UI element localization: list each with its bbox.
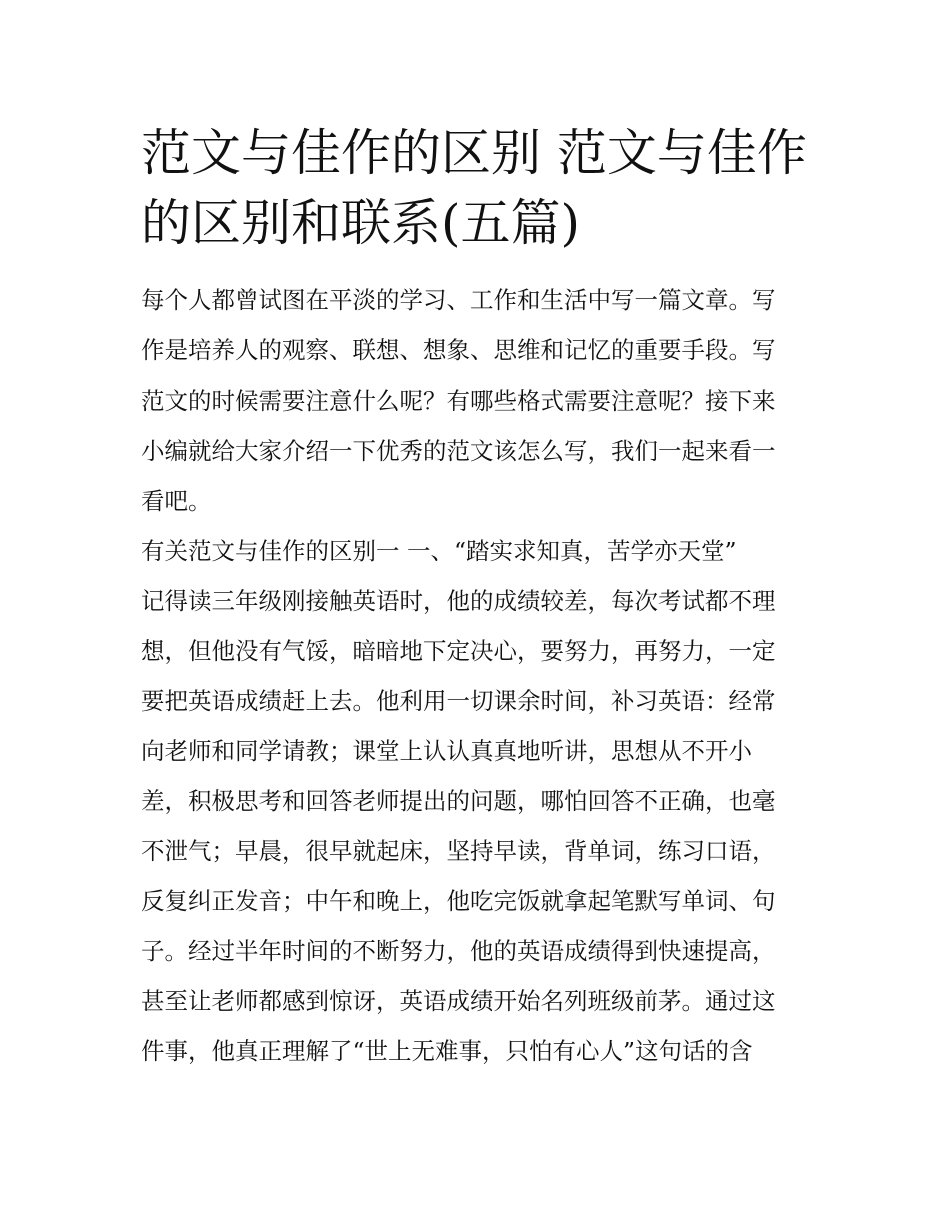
body-line: 记得读三年级刚接触英语时，他的成绩较差，每次考试都不理 [141,587,776,615]
body-line: 范文的时候需要注意什么呢？有哪些格式需要注意呢？接下来 [141,387,776,415]
body-line: 差，积极思考和回答老师提出的问题，哪怕回答不正确，也毫 [141,787,776,815]
body-line: 看吧。 [141,487,212,515]
body-line: 反复纠正发音；中午和晚上，他吃完饭就拿起笔默写单词、句 [141,887,776,915]
body-line: 件事，他真正理解了“世上无难事，只怕有心人”这句话的含 [141,1037,753,1065]
section-heading: 有关范文与佳作的区别一 一、“踏实求知真，苦学亦天堂” [141,537,737,565]
body-line: 不泄气；早晨，很早就起床，坚持早读，背单词，练习口语， [141,837,776,865]
body-line: 每个人都曾试图在平淡的学习、工作和生活中写一篇文章。写 [141,286,776,314]
document-title [141,118,813,258]
body-line: 甚至让老师都感到惊讶，英语成绩开始名列班级前茅。通过这 [141,987,776,1015]
title-line-1: 范文与佳作的区别 范文与佳作 [141,124,807,182]
body-line: 向老师和同学请教；课堂上认认真真地听讲，思想从不开小 [141,737,752,765]
body-line: 要把英语成绩赶上去。他利用一切课余时间，补习英语：经常 [141,687,776,715]
body-line: 子。经过半年时间的不断努力，他的英语成绩得到快速提高， [141,937,776,965]
body-line: 作是培养人的观察、联想、想象、思维和记忆的重要手段。写 [141,336,776,364]
title-line-2: 的区别和联系(五篇) [141,194,581,252]
body-line: 小编就给大家介绍一下优秀的范文该怎么写，我们一起来看一 [141,437,776,465]
body-line: 想，但他没有气馁，暗暗地下定决心，要努力，再努力，一定 [141,637,776,665]
